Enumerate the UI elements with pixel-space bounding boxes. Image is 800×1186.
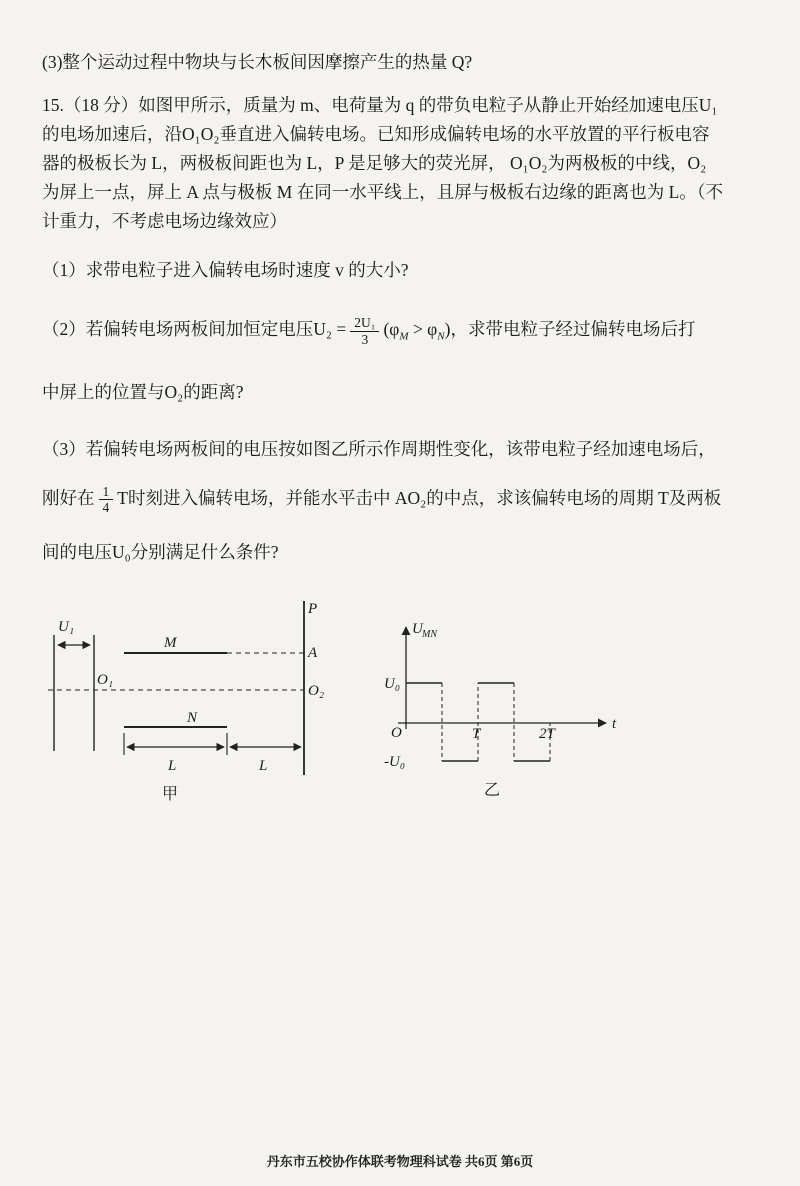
u0-label: U₀	[384, 675, 401, 692]
question-15-line-2: 的电场加速后，沿O₁O₂垂直进入偏转电场。已知形成偏转电场的水平放置的平行板电容	[42, 124, 710, 144]
figure-jia-diagram	[42, 593, 372, 808]
phi-sub-n: N	[437, 330, 445, 343]
phi-sub-m: M	[399, 330, 409, 343]
fraction-numerator: 1	[99, 484, 114, 501]
question-15-line-4: 为屏上一点，屏上 A 点与极板 M 在同一水平线上，且屏与极板右边缘的距离也为 L。（不	[42, 182, 724, 202]
question-15-part1: （1）求带电粒子进入偏转电场时速度 v 的大小?	[42, 260, 409, 280]
label-o2: O₂	[308, 682, 325, 699]
figure-jia-caption: 甲	[162, 785, 179, 803]
fraction-2u1-over-3	[350, 315, 379, 347]
question-15-line-1: 15.（18 分）如图甲所示，质量为 m、电荷量为 q 的带负电粒子从静止开始经加速电压U₁	[42, 95, 718, 115]
question-15-part3-line3: 间的电压U₀分别满足什么条件?	[42, 541, 279, 562]
question-15-part3-line1: （3）若偏转电场两板间的电压按如图乙所示作周期性变化，该带电粒子经加速电场后，	[42, 438, 716, 459]
y-axis-label: U	[412, 620, 423, 637]
label-m: M	[164, 634, 177, 651]
label-l-right: L	[259, 757, 268, 774]
part2-phi-gt: > φ	[408, 319, 438, 340]
label-o1: O₁	[97, 671, 114, 688]
part2-text-pre: （2）若偏转电场两板间加恒定电压U₂ =	[42, 319, 347, 340]
question-15-line-5: 计重力，不考虑电场边缘效应）	[42, 211, 287, 231]
label-l-left: L	[168, 757, 177, 774]
label-a: A	[308, 644, 318, 661]
figure-yi-graph	[384, 615, 634, 800]
part3-text-post: T时刻进入偏转电场，并能水平击中 AO₂的中点，求该偏转电场的周期 T及两板	[117, 487, 722, 508]
2t-tick-label: 2T	[539, 725, 555, 742]
question-15-line-3: 器的极板长为 L，两极板间距也为 L，P 是足够大的荧光屏， O₁O₂为两极板的中线，O₂	[42, 153, 707, 173]
figure-yi-caption: 乙	[484, 781, 501, 799]
part2-phi-open: (φ	[383, 319, 400, 340]
question-15-part2-line2: 中屏上的位置与O₂的距离?	[42, 381, 244, 402]
figure-yi-wrap	[384, 615, 634, 805]
screen-label-p: P	[308, 600, 318, 617]
question-14-part3: (3)整个运动过程中物块与长木板间因摩擦产生的热量 Q?	[42, 52, 473, 72]
figures-row	[42, 593, 762, 808]
t-axis-label: t	[612, 715, 617, 732]
question-15-part3-line2	[42, 484, 762, 516]
y-axis-sub-label: MN	[422, 628, 437, 640]
neg-u0-label: -U₀	[384, 753, 406, 770]
fraction-denominator: 3	[361, 331, 369, 347]
fraction-1-over-4	[99, 484, 114, 516]
question-15-part2-line1	[42, 315, 762, 352]
label-n: N	[187, 709, 198, 726]
part2-text-post: )，求带电粒子经过偏转电场后打	[444, 319, 696, 340]
part3-text-pre: 刚好在	[42, 487, 95, 508]
t-tick-label: T	[472, 725, 481, 742]
fraction-numerator: 2U₁	[350, 315, 379, 332]
fraction-denominator: 4	[102, 500, 110, 516]
origin-label: O	[391, 724, 402, 741]
page-footer: 丹东市五校协作体联考物理科试卷 共6页 第6页	[266, 1154, 534, 1169]
label-u1: U₁	[58, 618, 75, 635]
